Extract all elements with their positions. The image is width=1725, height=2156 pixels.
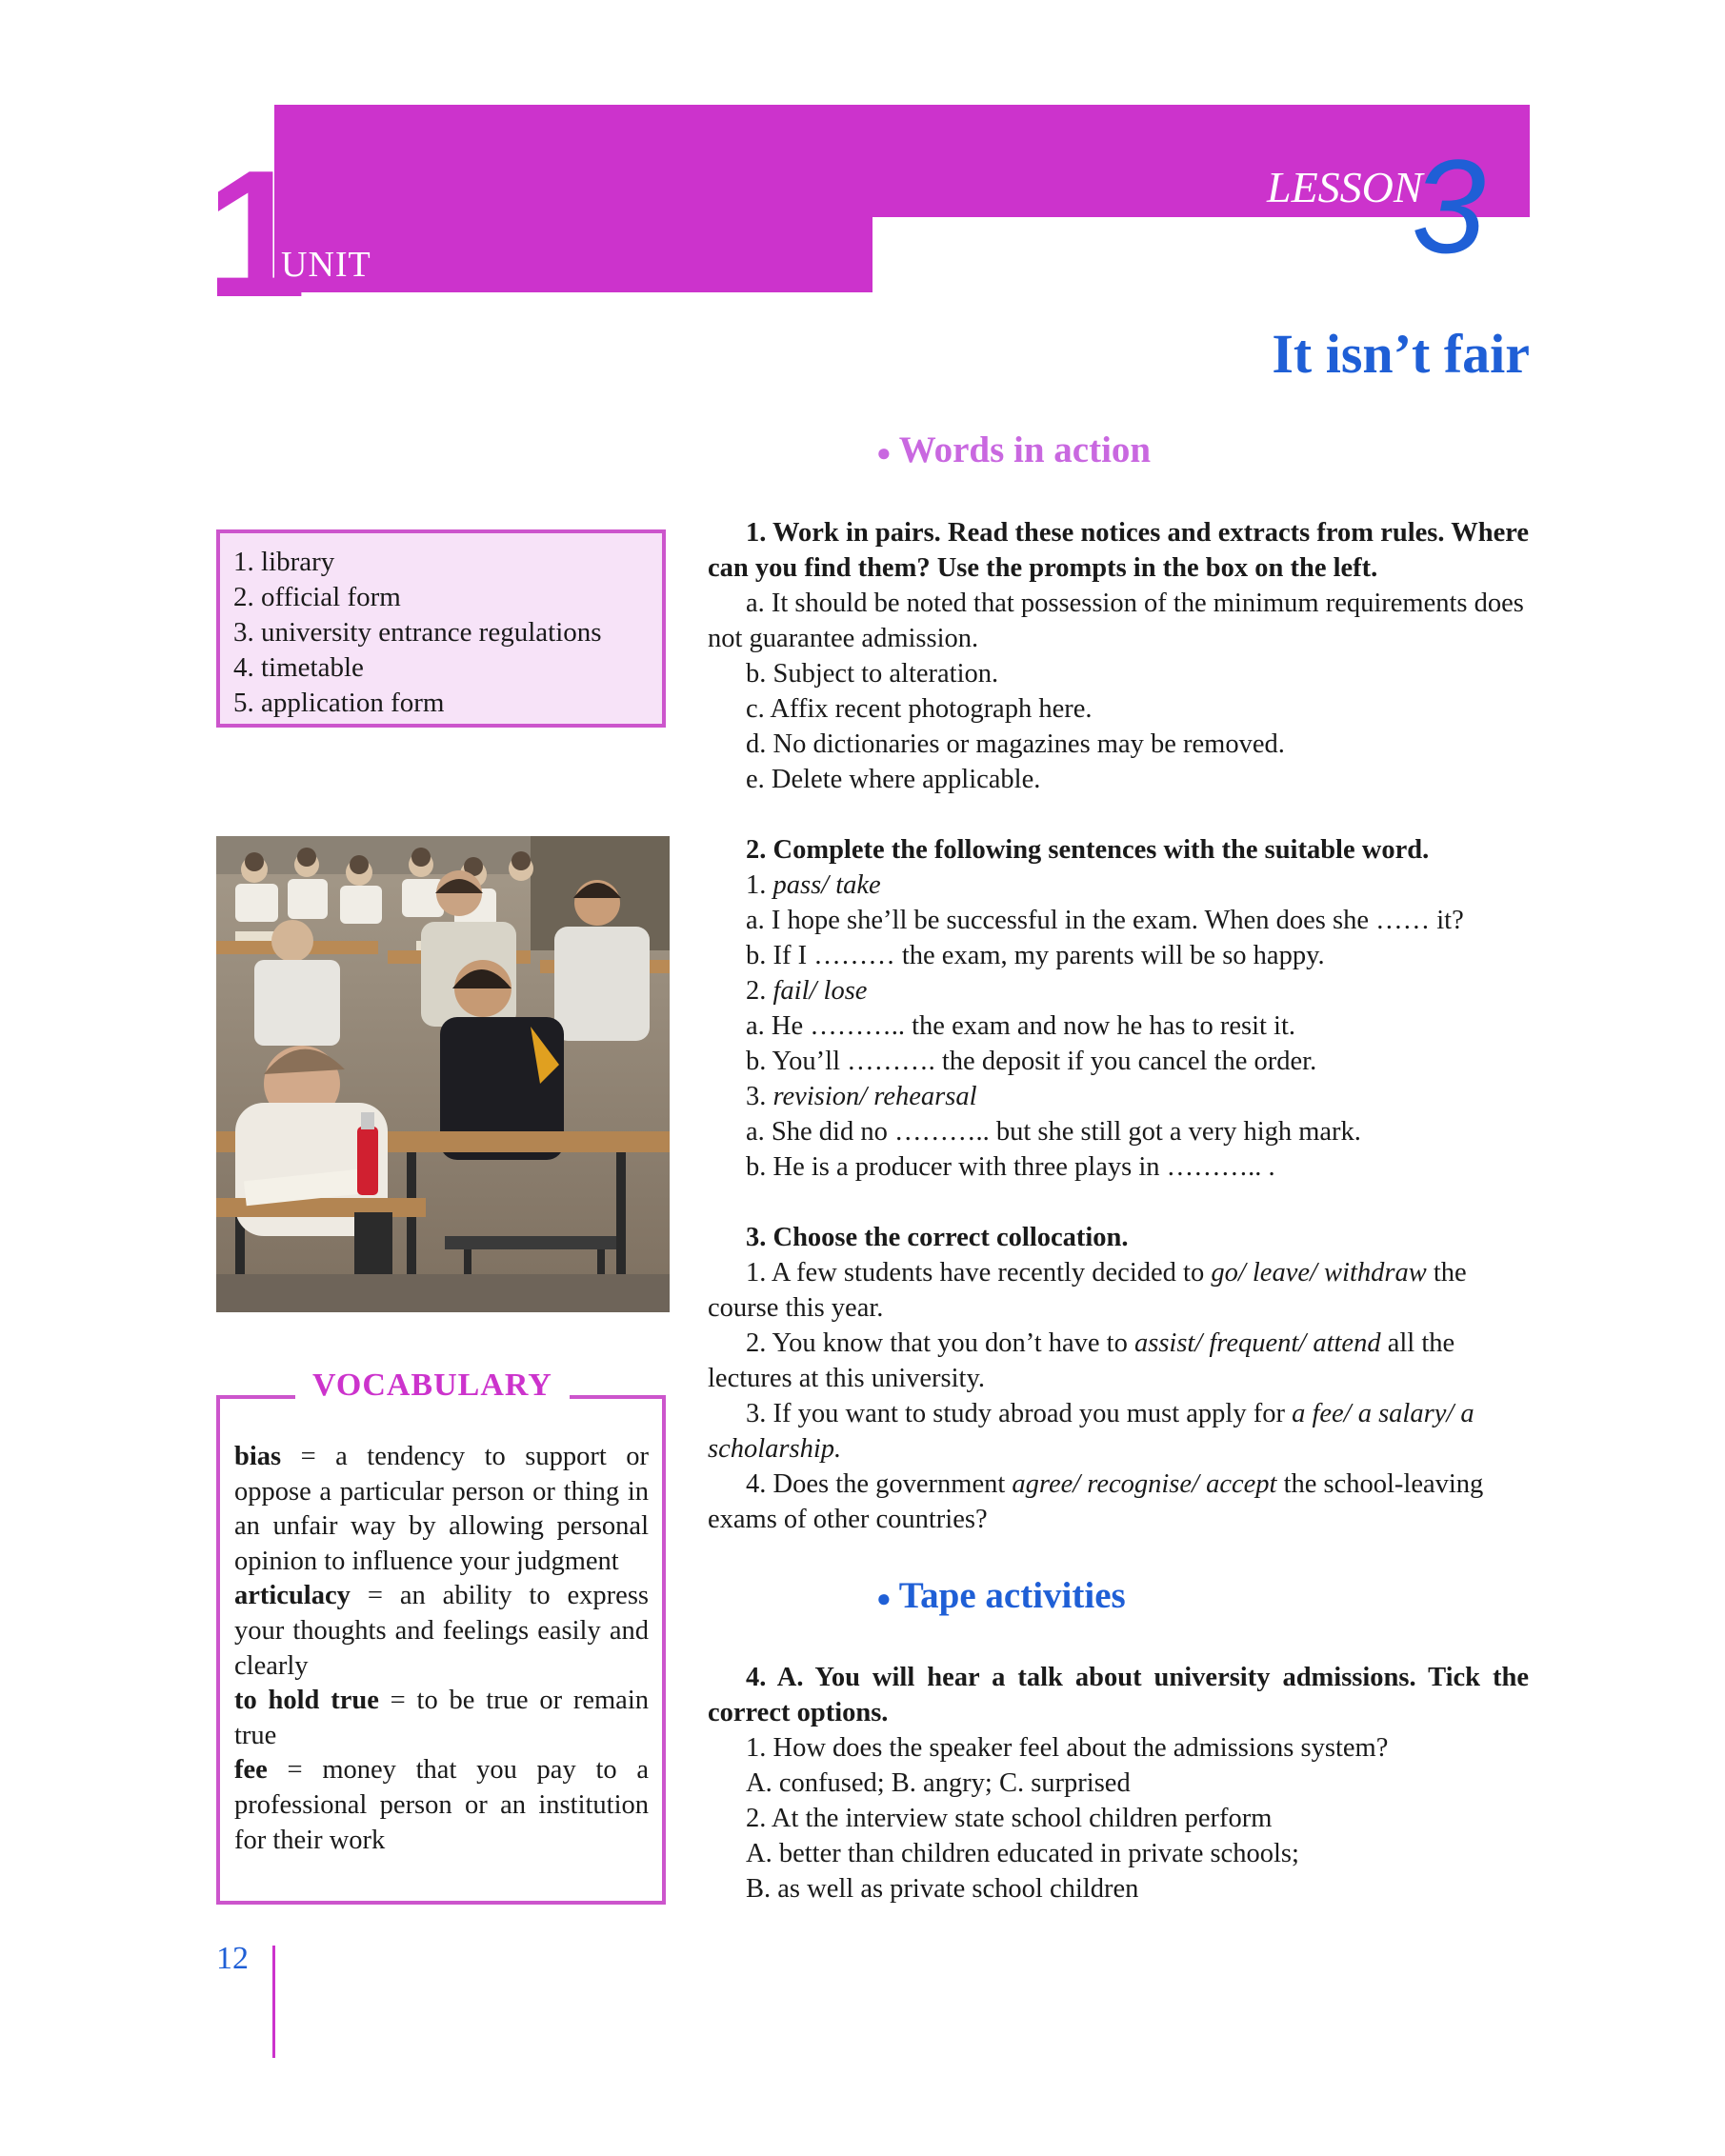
collocation-options: a fee/ a salary/ a scholarship. — [708, 1399, 1474, 1464]
exercise-2-item: b. He is a producer with three plays in ……….. . — [746, 1152, 1275, 1182]
prompt-item: 1. library — [233, 547, 335, 577]
vocabulary-definition: = money that you pay to a professional person or an institution for their work — [234, 1755, 649, 1855]
lesson-label: LESSON — [1267, 163, 1423, 211]
collocation-options: go/ leave/ withdraw — [1211, 1258, 1427, 1288]
vocabulary-definition: = to be true or remain true — [234, 1686, 649, 1750]
prompt-item: 5. application form — [233, 688, 445, 718]
vocabulary-entry — [234, 1753, 649, 1858]
spacer — [708, 797, 1529, 832]
sentence-end: the school-leaving exams of other countries? — [708, 1469, 1484, 1534]
prompt-box — [216, 529, 666, 728]
exam-hall-photo — [216, 836, 670, 1312]
prompt-item: 4. timetable — [233, 652, 364, 683]
unit-number: 1 — [206, 133, 301, 335]
exercise-3-item — [708, 1396, 1529, 1467]
group-words: pass/ take — [772, 870, 881, 900]
exercise-4-question: 1. How does the speaker feel about the admissions system? — [746, 1733, 1389, 1763]
exercise-4-option: B. as well as private school children — [746, 1874, 1139, 1904]
vocabulary-entry — [234, 1684, 649, 1753]
sentence-start: 2. You know that you don’t have to — [746, 1328, 1134, 1358]
collocation-options: assist/ frequent/ attend — [1133, 1328, 1381, 1358]
exercise-1-item: e. Delete where applicable. — [746, 765, 1041, 794]
exercise-4-question: 2. At the interview state school children perform — [746, 1804, 1273, 1833]
exercise-1-instruction: 1. Work in pairs. Read these notices and extracts from rules. Where can you find them? Use the prompts in the box on the left. — [708, 518, 1529, 583]
vocabulary-box — [216, 1395, 666, 1905]
vocabulary-term: fee — [234, 1755, 268, 1786]
sentence-end: the course this year. — [708, 1258, 1467, 1323]
exercise-2-item: a. I hope she’ll be successful in the exam. When does she …… it? — [746, 906, 1464, 935]
prompt-item: 3. university entrance regulations — [233, 617, 602, 648]
vocabulary-entry — [234, 1440, 649, 1579]
sentence-start: 3. If you want to study abroad you must apply for — [746, 1399, 1293, 1428]
exercise-2-group-heading — [708, 973, 1529, 1008]
group-number: 2. — [746, 976, 773, 1006]
exercise-1-item: a. It should be noted that possession of the minimum requirements does not guarantee admission. — [708, 589, 1524, 653]
exercise-3-item — [708, 1255, 1529, 1326]
exercise-2-item: b. You’ll ………. the deposit if you cancel the order. — [746, 1047, 1317, 1076]
sentence-start: 1. A few students have recently decided to — [746, 1258, 1212, 1288]
exercise-4-instruction: 4. A. You will hear a talk about university admissions. Tick the correct options. — [708, 1663, 1529, 1727]
exercise-4-options: A. confused; B. angry; C. surprised — [746, 1768, 1131, 1798]
vocabulary-definition: = an ability to express your thoughts and feelings easily and clearly — [234, 1581, 649, 1681]
group-number: 1. — [746, 870, 773, 900]
bullet-icon: ● — [876, 439, 892, 468]
vocabulary-term: to hold true — [234, 1686, 379, 1716]
exercise-3-instruction: 3. Choose the correct collocation. — [746, 1223, 1129, 1252]
collocation-options: agree/ recognise/ accept — [1012, 1469, 1277, 1499]
page-title: It isn’t fair — [1272, 323, 1530, 385]
exercise-2-item: a. He ……….. the exam and now he has to resit it. — [746, 1011, 1295, 1041]
vocabulary-definition: = a tendency to support or oppose a particular person or thing in an unfair way by allowing personal opinion to influence your judgment — [234, 1442, 649, 1576]
vocabulary-entry — [234, 1579, 649, 1684]
sentence-end: all the lectures at this university. — [708, 1328, 1455, 1393]
exercise-4-block — [708, 1660, 1529, 1906]
exercise-2-group-heading — [708, 1079, 1529, 1114]
exercises-column — [708, 515, 1529, 1537]
group-number: 3. — [746, 1082, 773, 1111]
section-heading-label: Tape activities — [898, 1575, 1126, 1616]
page-number: 12 — [216, 1941, 249, 1976]
section-heading-tape-activities — [876, 1574, 1126, 1617]
sentence-start: 4. Does the government — [746, 1469, 1013, 1499]
exercise-2-item: a. She did no ……….. but she still got a very high mark. — [746, 1117, 1361, 1147]
lesson-number: 3 — [1412, 131, 1486, 281]
prompt-item: 2. official form — [233, 582, 401, 612]
exam-hall-illustration — [216, 836, 670, 1312]
unit-label: UNIT — [281, 245, 371, 285]
vocabulary-title: VOCABULARY — [295, 1367, 570, 1404]
section-heading-words-in-action — [876, 429, 1151, 471]
exercise-3-item — [708, 1326, 1529, 1396]
exercise-2-item: b. If I ……… the exam, my parents will be so happy. — [746, 941, 1325, 970]
exercise-2-group-heading — [708, 868, 1529, 903]
group-words: revision/ rehearsal — [772, 1082, 977, 1111]
exercise-1-item: d. No dictionaries or magazines may be removed. — [746, 729, 1285, 759]
spacer — [708, 1185, 1529, 1220]
exercise-1-item: b. Subject to alteration. — [746, 659, 999, 689]
group-words: fail/ lose — [772, 976, 868, 1006]
page-rule — [272, 1946, 275, 2058]
exercise-3-item — [708, 1467, 1529, 1537]
exercise-2-instruction: 2. Complete the following sentences with the suitable word. — [746, 835, 1430, 865]
bullet-icon: ● — [876, 1585, 892, 1613]
vocabulary-term: articulacy — [234, 1581, 351, 1611]
exercise-1-item: c. Affix recent photograph here. — [746, 694, 1093, 724]
exercise-4-option: A. better than children educated in private schools; — [746, 1839, 1299, 1868]
vocabulary-term: bias — [234, 1442, 282, 1471]
section-heading-label: Words in action — [898, 429, 1152, 470]
